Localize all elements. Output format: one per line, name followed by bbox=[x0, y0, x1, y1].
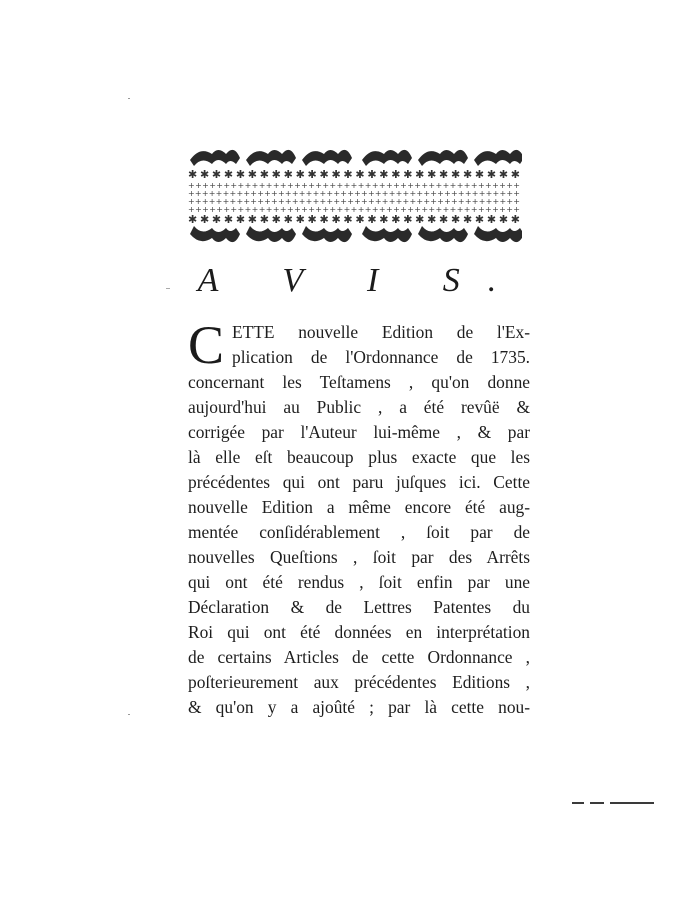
text-line: qui ont été rendus , ſoit enfin par une bbox=[188, 572, 530, 592]
text-line: nouvelles Queſtions , ſoit par des Arrêts bbox=[188, 547, 530, 567]
svg-text:++++++++++++++++++++++++++++++: +++++++++++++++++++++++++++++++++++++++++++++++ bbox=[188, 205, 520, 214]
page-title: A V I S. bbox=[197, 262, 525, 299]
text-line: & qu'on y a ajoûté ; par là cette nou- bbox=[188, 697, 530, 717]
svg-text:✱✱✱✱✱✱✱✱✱✱✱✱✱✱✱✱✱✱✱✱✱✱✱✱✱✱✱✱: ✱✱✱✱✱✱✱✱✱✱✱✱✱✱✱✱✱✱✱✱✱✱✱✱✱✱✱✱ bbox=[188, 213, 520, 226]
text-line: mentée conſidérablement , ſoit par de bbox=[188, 522, 530, 542]
text-line: plication de l'Ordonnance de 1735. bbox=[232, 347, 530, 367]
text-line: concernant les Teſtamens , qu'on donne bbox=[188, 372, 530, 392]
text-line: de certains Articles de cette Ordonnance , bbox=[188, 647, 530, 667]
svg-text:✱✱✱✱✱✱✱✱✱✱✱✱✱✱✱✱✱✱✱✱✱✱✱✱✱✱✱✱: ✱✱✱✱✱✱✱✱✱✱✱✱✱✱✱✱✱✱✱✱✱✱✱✱✱✱✱✱ bbox=[188, 168, 520, 181]
text-line: nouvelle Edition a même encore été aug- bbox=[188, 497, 530, 517]
floral-headpiece-ornament bbox=[186, 142, 522, 244]
svg-text:++++++++++++++++++++++++++++++: ++++++++++++++++++++++++++++++++++++++++++++++++ bbox=[188, 197, 520, 206]
notice-paragraph bbox=[188, 315, 530, 720]
text-line: poſterieurement aux précédentes Editions , bbox=[188, 672, 530, 692]
scan-speck bbox=[128, 714, 130, 715]
scan-speck bbox=[166, 288, 170, 289]
printer-rule-mark bbox=[572, 802, 654, 805]
text-line: ETTE nouvelle Edition de l'Ex- bbox=[232, 322, 530, 342]
text-line: Roi qui ont été données en interprétation bbox=[188, 622, 530, 642]
drop-capital: C bbox=[188, 315, 225, 375]
text-line: aujourd'hui au Public , a été revûë & bbox=[188, 397, 530, 417]
text-line: là elle eſt beaucoup plus exacte que les bbox=[188, 447, 530, 467]
scan-speck bbox=[128, 98, 130, 99]
text-line: corrigée par l'Auteur lui-même , & par bbox=[188, 422, 530, 442]
svg-text:++++++++++++++++++++++++++++++: ++++++++++++++++++++++++++++++++++++++++++++++++ bbox=[188, 189, 520, 198]
svg-text:++++++++++++++++++++++++++++++: +++++++++++++++++++++++++++++++++++++++++++++++ bbox=[188, 181, 520, 190]
text-line: précédentes qui ont paru juſques ici. Cette bbox=[188, 472, 530, 492]
text-line: Déclaration & de Lettres Patentes du bbox=[188, 597, 530, 617]
